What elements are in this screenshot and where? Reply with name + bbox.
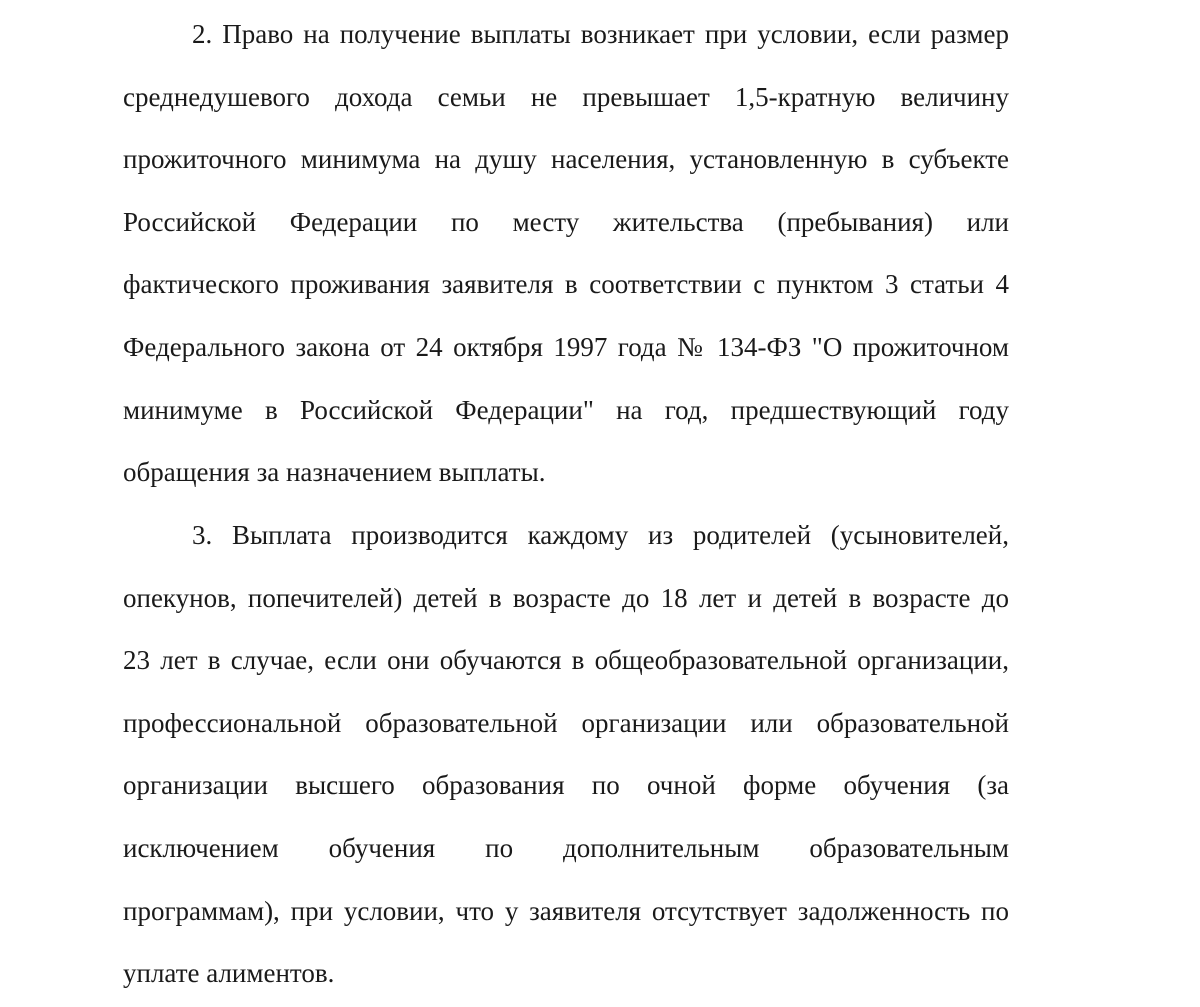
paragraph-3-line-3: 23 лет в случае, если они обучаются в общеобразовательной организации, [123, 645, 1009, 675]
paragraph-2-line-5: фактического проживания заявителя в соответствии с пунктом 3 статьи 4 [123, 269, 1009, 299]
paragraph-2-line-8: обращения за назначением выплаты. [123, 457, 546, 487]
paragraph-3-line-6: исключением обучения по дополнительным образовательным [123, 833, 1009, 863]
paragraph-3-line-4: профессиональной образовательной организации или образовательной [123, 708, 1009, 738]
paragraph-2-line-3: прожиточного минимума на душу населения, установленную в субъекте [123, 144, 1009, 174]
paragraph-2-line-2: среднедушевого дохода семьи не превышает 1,5-кратную величину [123, 82, 1009, 112]
paragraph-3-line-1: 3. Выплата производится каждому из родителей (усыновителей, [192, 520, 1009, 550]
paragraph-3-line-8: уплате алиментов. [123, 958, 335, 988]
paragraph-3-line-5: организации высшего образования по очной форме обучения (за [123, 770, 1009, 800]
paragraph-2-line-6: Федерального закона от 24 октября 1997 года № 134-ФЗ "О прожиточном [123, 332, 1009, 362]
paragraph-2-line-7: минимуме в Российской Федерации" на год, предшествующий году [123, 395, 1009, 425]
paragraph-3-line-7: программам), при условии, что у заявителя отсутствует задолженность по [123, 896, 1009, 926]
paragraph-3-line-2: опекунов, попечителей) детей в возрасте до 18 лет и детей в возрасте до [123, 583, 1009, 613]
paragraph-2-line-4: Российской Федерации по месту жительства (пребывания) или [123, 207, 1009, 237]
paragraph-2-line-1: 2. Право на получение выплаты возникает при условии, если размер [192, 19, 1009, 49]
